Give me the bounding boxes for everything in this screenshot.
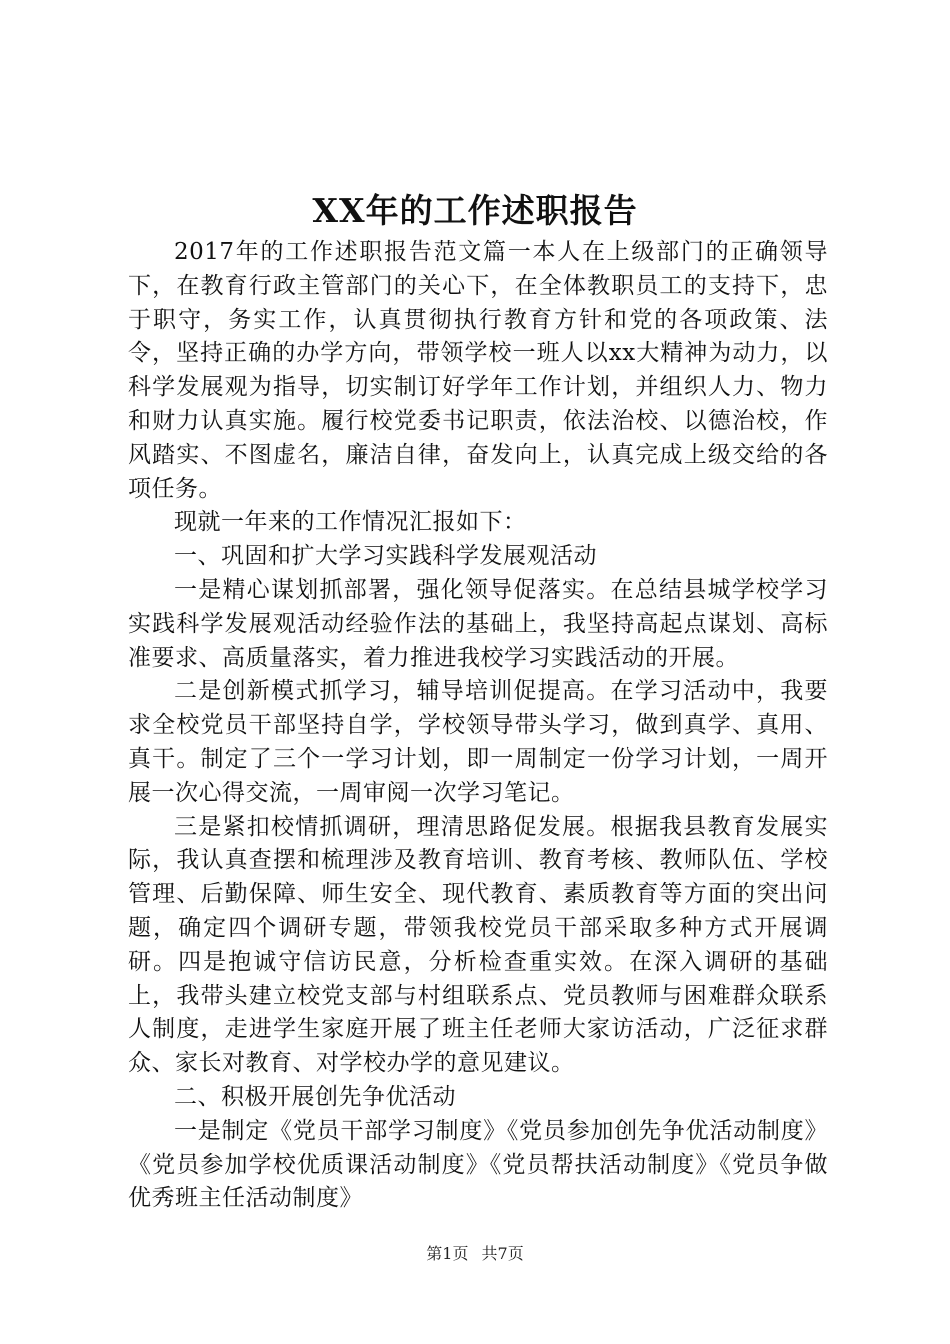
paragraph-item-2: 二是创新模式抓学习，辅导培训促提高。在学习活动中，我要求全校党员干部坚持自学，学校领导带头学习，做到真学、真用、真干。制定了三个一学习计划，即一周制定一份学习计划，一周开展一次心得交流，一周审阅一次学习笔记。 — [128, 678, 828, 806]
section-heading-1: 一、巩固和扩大学习实践科学发展观活动 — [174, 543, 597, 570]
paragraph-item-1: 一是精心谋划抓部署，强化领导促落实。在总结县城学校学习实践科学发展观活动经验作法的基础上，我坚持高起点谋划、高标准要求、高质量落实，着力推进我校学习实践活动的开展。 — [128, 576, 828, 671]
page-number: 第1页 — [426, 1244, 469, 1263]
paragraph-report-lead: 现就一年来的工作情况汇报如下： — [174, 509, 527, 536]
document-title: XX年的工作述职报告 — [312, 191, 638, 230]
paragraph-item-3: 三是紧扣校情抓调研，理清思路促发展。根据我县教育发展实际，我认真查摆和梳理涉及教育培训、教育考核、教师队伍、学校管理、后勤保障、师生安全、现代教育、素质教育等方面的突出问题，确定四个调研专题，带领我校党员干部采取多种方式开展调研。四是抱诚守信访民意，分析检查重实效。在深入调研的基础上，我带头建立校党支部与村组联系点、党员教师与困难群众联系人制度，走进学生家庭开展了班主任老师大家访活动，广泛征求群众、家长对教育、对学校办学的意见建议。 — [128, 813, 828, 1077]
page-total: 共7页 — [481, 1244, 524, 1263]
section-heading-2: 二、积极开展创先争优活动 — [174, 1083, 456, 1110]
document-body — [128, 236, 828, 1216]
page-footer — [0, 1244, 950, 1264]
paragraph-item-4: 一是制定《党员干部学习制度》《党员参加创先争优活动制度》《党员参加学校优质课活动制度》《党员帮扶活动制度》《党员争做优秀班主任活动制度》 — [128, 1117, 828, 1212]
paragraph-intro: 2017年的工作述职报告范文篇一本人在上级部门的正确领导下，在教育行政主管部门的关心下，在全体教职员工的支持下，忠于职守，务实工作，认真贯彻执行教育方针和党的各项政策、法令，坚持正确的办学方向，带领学校一班人以xx大精神为动力，以科学发展观为指导，切实制订好学年工作计划，并组织人力、物力和财力认真实施。履行校党委书记职责，依法治校、以德治校，作风踏实、不图虚名，廉洁自律，奋发向上，认真完成上级交给的各项任务。 — [128, 239, 828, 502]
